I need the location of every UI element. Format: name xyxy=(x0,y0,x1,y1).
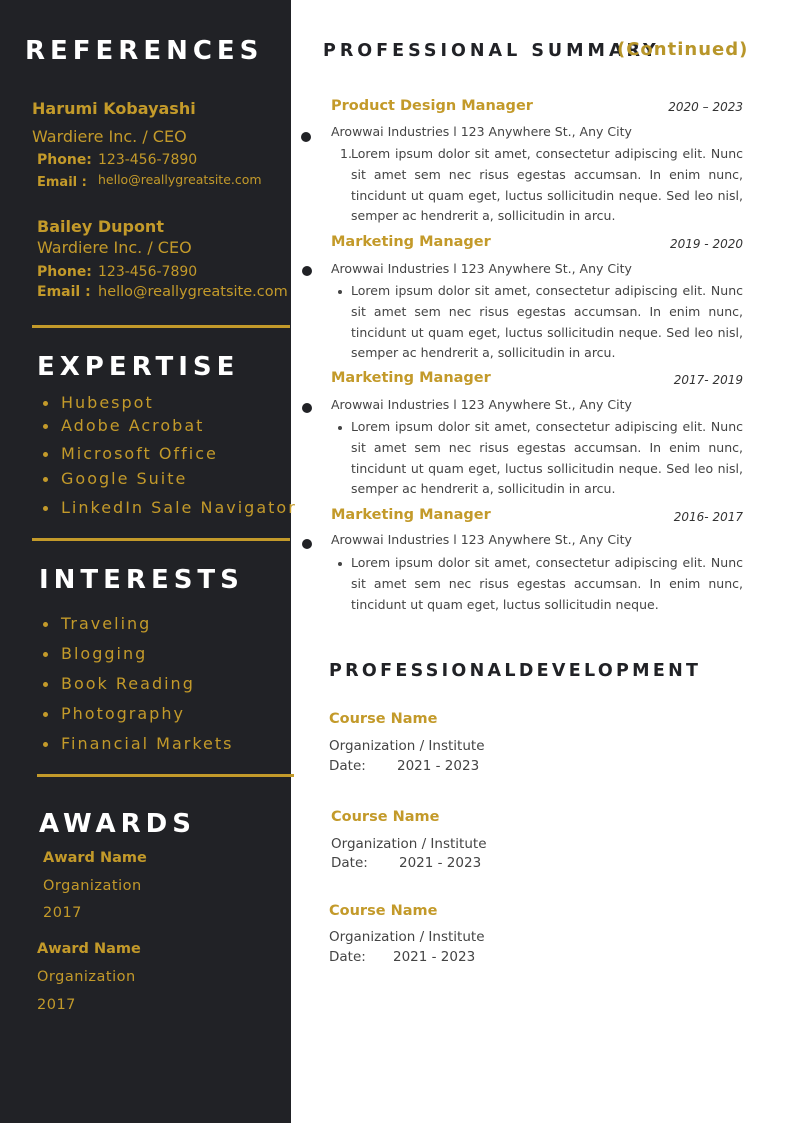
job-company: Arowwai Industries l 123 Anywhere St., Any City xyxy=(331,532,632,547)
award-name: Award Name xyxy=(37,941,141,957)
email-value: hello@reallygreatsite.com xyxy=(98,284,288,300)
expertise-item: Adobe Acrobat xyxy=(61,416,205,435)
section-divider xyxy=(32,538,290,541)
award-organization: Organization xyxy=(43,878,142,894)
award-year: 2017 xyxy=(37,997,76,1013)
expertise-item: Hubespot xyxy=(61,393,154,412)
job-company: Arowwai Industries l 123 Anywhere St., Any City xyxy=(331,124,632,139)
phone-value: 123-456-7890 xyxy=(98,152,198,168)
job-title: Marketing Manager xyxy=(331,234,491,250)
job-years: 2017- 2019 xyxy=(673,373,743,387)
interest-item: Financial Markets xyxy=(61,734,234,753)
course-date-label: Date: xyxy=(329,758,366,774)
reference-role: Wardiere Inc. / CEO xyxy=(32,127,187,146)
job-years: 2016- 2017 xyxy=(673,510,743,524)
course-date-label: Date: xyxy=(329,949,366,965)
course-date: 2021 - 2023 xyxy=(393,949,476,965)
job-description: Lorem ipsum dolor sit amet, consectetur adipiscing elit. Nunc sit amet sem nec risus egestas accumsan. In enim nunc, tincidunt ut quam eget, luctus sollicitudin neque. xyxy=(351,555,743,612)
course-organization: Organization / Institute xyxy=(329,738,485,754)
awards-heading: AWARDS xyxy=(39,809,196,839)
job-description: Lorem ipsum dolor sit amet, consectetur adipiscing elit. Nunc sit amet sem nec risus egestas accumsan. In enim nunc, tincidunt ut quam eget, luctus sollicitudin neque. Sed leo nisl, semper ac hendrerit a, sollicitudin in arcu. xyxy=(351,146,743,224)
phone-value: 123-456-7890 xyxy=(98,264,198,280)
interest-item: Book Reading xyxy=(61,674,195,693)
expertise-heading: EXPERTISE xyxy=(37,352,240,382)
interests-heading: INTERESTS xyxy=(39,565,244,595)
job-years: 2020 – 2023 xyxy=(668,100,743,114)
expertise-item: Microsoft Office xyxy=(61,444,218,463)
expertise-item: LinkedIn Sale Navigator xyxy=(61,498,297,517)
course-date-label: Date: xyxy=(331,855,368,871)
continued-label: (Continued) xyxy=(617,39,749,60)
email-label: Email : xyxy=(37,175,87,190)
development-heading: PROFESSIONALDEVELOPMENT xyxy=(329,661,702,681)
reference-name: Bailey Dupont xyxy=(37,217,164,236)
references-heading: REFERENCES xyxy=(25,36,264,66)
course-date: 2021 - 2023 xyxy=(399,855,482,871)
email-value: hello@reallygreatsite.com xyxy=(98,172,262,187)
award-organization: Organization xyxy=(37,969,136,985)
award-year: 2017 xyxy=(43,905,82,921)
course-organization: Organization / Institute xyxy=(329,929,485,945)
job-title: Marketing Manager xyxy=(331,507,491,523)
timeline-dot xyxy=(301,132,311,142)
timeline-dot xyxy=(302,266,312,276)
interest-item: Photography xyxy=(61,704,185,723)
sidebar xyxy=(0,0,297,1123)
list-number: 1. xyxy=(340,146,352,161)
interest-item: Traveling xyxy=(61,614,152,633)
reference-name: Harumi Kobayashi xyxy=(32,99,196,118)
job-description: Lorem ipsum dolor sit amet, consectetur adipiscing elit. Nunc sit amet sem nec risus egestas accumsan. In enim nunc, tincidunt ut quam eget, luctus sollicitudin neque. Sed leo nisl, semper ac hendrerit a, sollicitudin in arcu. xyxy=(351,419,743,497)
job-title: Marketing Manager xyxy=(331,370,491,386)
list-bullet xyxy=(338,426,342,430)
expertise-item: Google Suite xyxy=(61,469,188,488)
timeline-dot xyxy=(302,403,312,413)
list-bullet xyxy=(338,562,342,566)
phone-label: Phone: xyxy=(37,264,92,280)
section-divider xyxy=(32,325,290,328)
course-date: 2021 - 2023 xyxy=(397,758,480,774)
course-name: Course Name xyxy=(331,809,440,825)
phone-label: Phone: xyxy=(37,152,92,168)
job-company: Arowwai Industries l 123 Anywhere St., Any City xyxy=(331,397,632,412)
summary-heading: PROFESSIONAL SUMMARY xyxy=(323,41,660,61)
interest-item: Blogging xyxy=(61,644,148,663)
list-bullet xyxy=(338,290,342,294)
section-divider xyxy=(37,774,294,777)
job-description: Lorem ipsum dolor sit amet, consectetur adipiscing elit. Nunc sit amet sem nec risus egestas accumsan. In enim nunc, tincidunt ut quam eget, luctus sollicitudin neque. Sed leo nisl, semper ac hendrerit a, sollicitudin in arcu. xyxy=(351,283,743,361)
course-name: Course Name xyxy=(329,711,438,727)
timeline-dot xyxy=(302,539,312,549)
job-company: Arowwai Industries l 123 Anywhere St., Any City xyxy=(331,261,632,276)
award-name: Award Name xyxy=(43,850,147,866)
job-years: 2019 - 2020 xyxy=(669,237,743,251)
job-title: Product Design Manager xyxy=(331,98,533,114)
course-organization: Organization / Institute xyxy=(331,836,487,852)
email-label: Email : xyxy=(37,284,91,300)
course-name: Course Name xyxy=(329,903,438,919)
reference-role: Wardiere Inc. / CEO xyxy=(37,238,192,257)
